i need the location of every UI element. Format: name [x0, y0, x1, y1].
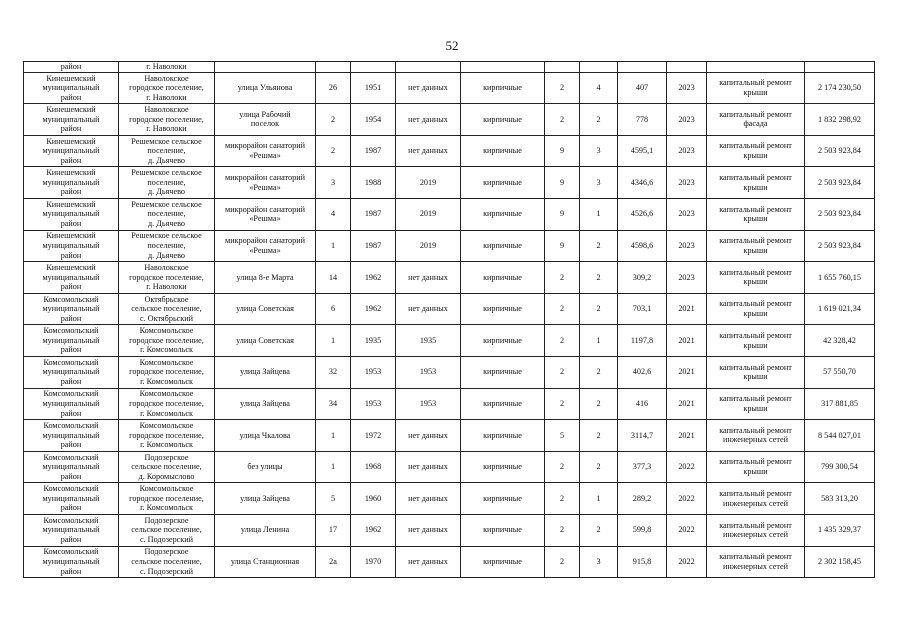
cell-street: улица Зайцева — [215, 483, 316, 515]
cell-material: кирпичные — [461, 262, 545, 294]
cell-work-type: капитальный ремонт крыши — [707, 388, 805, 420]
cell-work-type: капитальный ремонт инженерных сетей — [707, 514, 805, 546]
cell-settlement: Наволокское городское поселение, г. Наволоки — [119, 72, 215, 104]
cell-area: 402,6 — [618, 356, 667, 388]
cell-year-built: 1987 — [351, 135, 396, 167]
cell-year-plan: 2021 — [667, 388, 707, 420]
cell-work-type: капитальный ремонт фасада — [707, 104, 805, 136]
cell-street: без улицы — [215, 451, 316, 483]
cell-entrances: 1 — [580, 325, 618, 357]
cell-settlement: Комсомольское городское поселение, г. Комсомольск — [119, 388, 215, 420]
cell-floors: 2 — [545, 546, 580, 578]
cell-material: кирпичные — [461, 198, 545, 230]
cell-material: кирпичные — [461, 356, 545, 388]
cell-empty — [351, 62, 396, 73]
cell-material: кирпичные — [461, 451, 545, 483]
cell-year-plan: 2021 — [667, 325, 707, 357]
cell-entrances: 3 — [580, 135, 618, 167]
cell-year-repair: нет данных — [396, 483, 461, 515]
cell-entrances: 3 — [580, 546, 618, 578]
cell-entrances: 4 — [580, 72, 618, 104]
cell-year-plan: 2023 — [667, 262, 707, 294]
cell-entrances: 2 — [580, 451, 618, 483]
cell-district: Комсомольский муниципальный район — [24, 420, 119, 452]
cell-floors: 2 — [545, 388, 580, 420]
cell-year-plan: 2023 — [667, 230, 707, 262]
cell-cost: 2 503 923,84 — [805, 135, 875, 167]
cell-street: микрорайон санаторий «Решма» — [215, 135, 316, 167]
page-number: 52 — [445, 38, 459, 53]
cell-work-type: капитальный ремонт крыши — [707, 293, 805, 325]
cell-material: кирпичные — [461, 546, 545, 578]
cell-district: Кинешемский муниципальный район — [24, 135, 119, 167]
cell-settlement: Подозерское сельское поселение, с. Подозерский — [119, 546, 215, 578]
table-row — [24, 293, 875, 325]
cell-house: 2а — [316, 546, 351, 578]
cell-settlement: Решемское сельское поселение, д. Дьячево — [119, 230, 215, 262]
cell-year-repair: 1935 — [396, 325, 461, 357]
cell-entrances: 2 — [580, 230, 618, 262]
cell-year-repair: 2019 — [396, 167, 461, 199]
cell-year-repair: нет данных — [396, 451, 461, 483]
cell-floors: 9 — [545, 167, 580, 199]
cell-street: улица Ленина — [215, 514, 316, 546]
cell-floors: 2 — [545, 262, 580, 294]
cell-work-type: капитальный ремонт крыши — [707, 135, 805, 167]
cell-year-built: 1972 — [351, 420, 396, 452]
cell-year-plan: 2022 — [667, 546, 707, 578]
cell-year-repair: нет данных — [396, 546, 461, 578]
cell-area: 1197,8 — [618, 325, 667, 357]
cell-empty — [461, 62, 545, 73]
cell-year-plan: 2023 — [667, 198, 707, 230]
cell-year-built: 1988 — [351, 167, 396, 199]
cell-empty — [667, 62, 707, 73]
cell-work-type: капитальный ремонт крыши — [707, 262, 805, 294]
cell-material: кирпичные — [461, 167, 545, 199]
cell-cost: 317 881,85 — [805, 388, 875, 420]
cell-settlement: Комсомольское городское поселение, г. Комсомольск — [119, 356, 215, 388]
table-row — [24, 135, 875, 167]
cell-year-plan: 2023 — [667, 167, 707, 199]
cell-material: кирпичные — [461, 104, 545, 136]
cell-house: 5 — [316, 483, 351, 515]
cell-material: кирпичные — [461, 135, 545, 167]
table-row — [24, 72, 875, 104]
cell-year-built: 1954 — [351, 104, 396, 136]
cell-street: улица Станционная — [215, 546, 316, 578]
cell-year-plan: 2021 — [667, 356, 707, 388]
cell-cost: 57 550,70 — [805, 356, 875, 388]
cell-work-type: капитальный ремонт крыши — [707, 451, 805, 483]
cell-settlement: Октябрьское сельское поселение, с. Октябрьский — [119, 293, 215, 325]
cell-year-repair: нет данных — [396, 262, 461, 294]
table-row — [24, 230, 875, 262]
cell-street: микрорайон санаторий «Решма» — [215, 198, 316, 230]
cell-street: улица Чкалова — [215, 420, 316, 452]
cell-empty — [215, 62, 316, 73]
cell-empty — [316, 62, 351, 73]
cell-work-type: капитальный ремонт крыши — [707, 230, 805, 262]
cell-floors: 2 — [545, 514, 580, 546]
cell-year-built: 1968 — [351, 451, 396, 483]
table-row — [24, 420, 875, 452]
cell-year-repair: 2019 — [396, 198, 461, 230]
cell-house: 3 — [316, 167, 351, 199]
table-row — [24, 388, 875, 420]
cell-entrances: 2 — [580, 514, 618, 546]
table-row — [24, 483, 875, 515]
table-row — [24, 262, 875, 294]
housing-repair-table — [23, 61, 875, 578]
cell-material: кирпичные — [461, 72, 545, 104]
cell-settlement: Подозерское сельское поселение, с. Подозерский — [119, 514, 215, 546]
cell-area: 915,8 — [618, 546, 667, 578]
cell-district: Кинешемский муниципальный район — [24, 104, 119, 136]
cell-year-plan: 2023 — [667, 104, 707, 136]
cell-district: Комсомольский муниципальный район — [24, 451, 119, 483]
cell-cost: 1 832 298,92 — [805, 104, 875, 136]
cell-floors: 2 — [545, 72, 580, 104]
cell-street: улица Рабочий поселок — [215, 104, 316, 136]
cell-year-repair: нет данных — [396, 72, 461, 104]
cell-area: 4595,1 — [618, 135, 667, 167]
cell-cost: 2 503 923,84 — [805, 198, 875, 230]
table-row — [24, 546, 875, 578]
cell-settlement: Решемское сельское поселение, д. Дьячево — [119, 198, 215, 230]
cell-district: Комсомольский муниципальный район — [24, 293, 119, 325]
cell-district: Кинешемский муниципальный район — [24, 72, 119, 104]
cell-year-plan: 2023 — [667, 72, 707, 104]
cell-year-plan: 2021 — [667, 420, 707, 452]
cell-area: 309,2 — [618, 262, 667, 294]
cell-district: Кинешемский муниципальный район — [24, 262, 119, 294]
cell-cost: 1 435 329,37 — [805, 514, 875, 546]
cell-year-built: 1960 — [351, 483, 396, 515]
cell-district: Комсомольский муниципальный район — [24, 514, 119, 546]
cell-year-built: 1953 — [351, 388, 396, 420]
cell-year-plan: 2022 — [667, 514, 707, 546]
cell-entrances: 2 — [580, 104, 618, 136]
cell-material: кирпичные — [461, 514, 545, 546]
cell-area: 4526,6 — [618, 198, 667, 230]
cell-year-built: 1970 — [351, 546, 396, 578]
cell-material: кирпичные — [461, 325, 545, 357]
cell-street: микрорайон санаторий «Решма» — [215, 230, 316, 262]
cell-material: кирпичные — [461, 420, 545, 452]
cell-area: 4346,6 — [618, 167, 667, 199]
cell-cost: 1 619 021,34 — [805, 293, 875, 325]
cell-cost: 583 313,20 — [805, 483, 875, 515]
cell-year-plan: 2022 — [667, 451, 707, 483]
cell-entrances: 2 — [580, 262, 618, 294]
table-row — [24, 451, 875, 483]
cell-street: микрорайон санаторий «Решма» — [215, 167, 316, 199]
cell-district: Кинешемский муниципальный район — [24, 230, 119, 262]
cell-work-type: капитальный ремонт крыши — [707, 198, 805, 230]
cell-area: 3114,7 — [618, 420, 667, 452]
cell-settlement: г. Наволоки — [119, 62, 215, 73]
cell-entrances: 2 — [580, 388, 618, 420]
cell-entrances: 1 — [580, 198, 618, 230]
cell-district: Комсомольский муниципальный район — [24, 483, 119, 515]
cell-district: район — [24, 62, 119, 73]
cell-house: 6 — [316, 293, 351, 325]
cell-empty — [707, 62, 805, 73]
cell-floors: 2 — [545, 293, 580, 325]
cell-house: 32 — [316, 356, 351, 388]
cell-entrances: 3 — [580, 167, 618, 199]
cell-material: кирпичные — [461, 293, 545, 325]
table-row — [24, 167, 875, 199]
cell-house: 1 — [316, 420, 351, 452]
cell-settlement: Наволокское городское поселение, г. Наволоки — [119, 262, 215, 294]
cell-house: 2 — [316, 104, 351, 136]
cell-district: Комсомольский муниципальный район — [24, 325, 119, 357]
cell-year-built: 1962 — [351, 514, 396, 546]
cell-entrances: 1 — [580, 483, 618, 515]
cell-district: Комсомольский муниципальный район — [24, 356, 119, 388]
cell-work-type: капитальный ремонт крыши — [707, 325, 805, 357]
cell-year-built: 1987 — [351, 230, 396, 262]
cell-area: 377,3 — [618, 451, 667, 483]
table-row — [24, 356, 875, 388]
cell-area: 703,1 — [618, 293, 667, 325]
cell-material: кирпичные — [461, 483, 545, 515]
cell-entrances: 2 — [580, 356, 618, 388]
cell-material: кирпичные — [461, 388, 545, 420]
cell-year-repair: нет данных — [396, 104, 461, 136]
cell-year-repair: 2019 — [396, 230, 461, 262]
cell-floors: 9 — [545, 198, 580, 230]
cell-empty — [618, 62, 667, 73]
cell-cost: 2 174 230,50 — [805, 72, 875, 104]
cell-house: 1 — [316, 230, 351, 262]
cell-settlement: Наволокское городское поселение, г. Наволоки — [119, 104, 215, 136]
cell-cost: 1 655 760,15 — [805, 262, 875, 294]
cell-year-plan: 2021 — [667, 293, 707, 325]
cell-area: 289,2 — [618, 483, 667, 515]
cell-street: улица Зайцева — [215, 388, 316, 420]
cell-year-built: 1962 — [351, 262, 396, 294]
cell-settlement: Решемское сельское поселение, д. Дьячево — [119, 167, 215, 199]
cell-floors: 2 — [545, 451, 580, 483]
cell-settlement: Комсомольское городское поселение, г. Комсомольск — [119, 483, 215, 515]
cell-year-repair: нет данных — [396, 514, 461, 546]
cell-work-type: капитальный ремонт инженерных сетей — [707, 546, 805, 578]
cell-year-repair: 1953 — [396, 356, 461, 388]
cell-entrances: 2 — [580, 293, 618, 325]
cell-cost: 2 302 158,45 — [805, 546, 875, 578]
cell-cost: 799 300,54 — [805, 451, 875, 483]
cell-street: улица Советская — [215, 293, 316, 325]
cell-house: 34 — [316, 388, 351, 420]
cell-area: 778 — [618, 104, 667, 136]
cell-district: Комсомольский муниципальный район — [24, 546, 119, 578]
cell-year-built: 1962 — [351, 293, 396, 325]
cell-empty — [580, 62, 618, 73]
cell-year-built: 1935 — [351, 325, 396, 357]
cell-house: 14 — [316, 262, 351, 294]
cell-street: улица Ульянова — [215, 72, 316, 104]
cell-district: Комсомольский муниципальный район — [24, 388, 119, 420]
table-row — [24, 514, 875, 546]
cell-cost: 8 544 027,01 — [805, 420, 875, 452]
cell-floors: 2 — [545, 356, 580, 388]
cell-street: улица Советская — [215, 325, 316, 357]
cell-year-repair: нет данных — [396, 420, 461, 452]
cell-floors: 9 — [545, 135, 580, 167]
cell-year-plan: 2023 — [667, 135, 707, 167]
cell-year-repair: нет данных — [396, 135, 461, 167]
cell-floors: 2 — [545, 325, 580, 357]
table-row — [24, 104, 875, 136]
cell-year-repair: нет данных — [396, 293, 461, 325]
cell-house: 1 — [316, 451, 351, 483]
cell-settlement: Комсомольское городское поселение, г. Комсомольск — [119, 420, 215, 452]
cell-district: Кинешемский муниципальный район — [24, 167, 119, 199]
cell-cost: 42 328,42 — [805, 325, 875, 357]
table-row — [24, 198, 875, 230]
cell-floors: 9 — [545, 230, 580, 262]
cell-year-built: 1953 — [351, 356, 396, 388]
cell-entrances: 2 — [580, 420, 618, 452]
cell-work-type: капитальный ремонт инженерных сетей — [707, 420, 805, 452]
cell-settlement: Решемское сельское поселение, д. Дьячево — [119, 135, 215, 167]
cell-street: улица 8-е Марта — [215, 262, 316, 294]
cell-floors: 2 — [545, 104, 580, 136]
cell-year-plan: 2022 — [667, 483, 707, 515]
cell-empty — [545, 62, 580, 73]
cell-work-type: капитальный ремонт инженерных сетей — [707, 483, 805, 515]
cell-cost: 2 503 923,84 — [805, 230, 875, 262]
cell-area: 416 — [618, 388, 667, 420]
cell-work-type: капитальный ремонт крыши — [707, 72, 805, 104]
cell-house: 17 — [316, 514, 351, 546]
cell-empty — [805, 62, 875, 73]
cell-area: 407 — [618, 72, 667, 104]
cell-house: 26 — [316, 72, 351, 104]
cell-material: кирпичные — [461, 230, 545, 262]
cell-area: 599,8 — [618, 514, 667, 546]
cell-work-type: капитальный ремонт крыши — [707, 356, 805, 388]
table-row — [24, 325, 875, 357]
cell-settlement: Подозерское сельское поселение, д. Коромыслово — [119, 451, 215, 483]
cell-cost: 2 503 923,84 — [805, 167, 875, 199]
cell-year-built: 1951 — [351, 72, 396, 104]
cell-year-repair: 1953 — [396, 388, 461, 420]
cell-floors: 2 — [545, 483, 580, 515]
cell-year-built: 1987 — [351, 198, 396, 230]
cell-area: 4598,6 — [618, 230, 667, 262]
cell-district: Кинешемский муниципальный район — [24, 198, 119, 230]
cell-street: улица Зайцева — [215, 356, 316, 388]
cell-empty — [396, 62, 461, 73]
continued-row — [24, 62, 875, 73]
cell-house: 4 — [316, 198, 351, 230]
cell-floors: 5 — [545, 420, 580, 452]
cell-settlement: Комсомольское городское поселение, г. Комсомольск — [119, 325, 215, 357]
cell-work-type: капитальный ремонт крыши — [707, 167, 805, 199]
cell-house: 2 — [316, 135, 351, 167]
cell-house: 1 — [316, 325, 351, 357]
